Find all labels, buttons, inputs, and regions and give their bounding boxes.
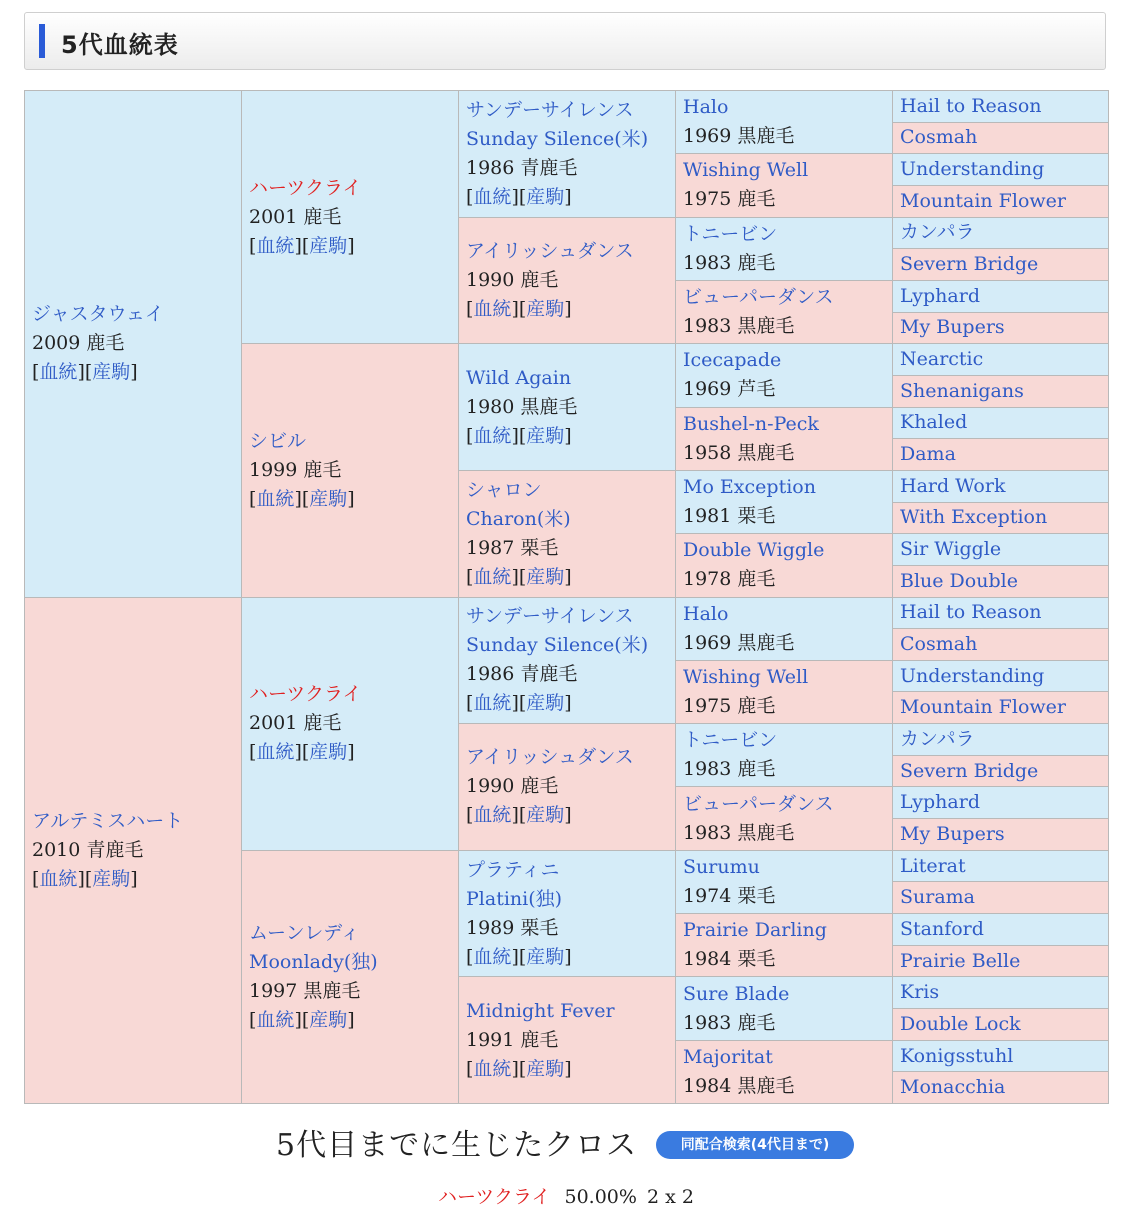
pedigree-cell-gen2 (242, 91, 459, 344)
pedigree-cell-gen5 (893, 439, 1109, 471)
horse-birth-color: 1999 鹿毛 (249, 458, 342, 481)
horse-name-link[interactable]: Mountain Flower (900, 189, 1066, 212)
pedigree-cell-gen5 (893, 280, 1109, 312)
pedigree-cell-gen5 (893, 597, 1109, 629)
pedigree-cell-gen4 (676, 407, 893, 470)
horse-birth-color: 1990 鹿毛 (466, 268, 559, 291)
pedigree-cell-gen5 (893, 882, 1109, 914)
pedigree-cell-gen4 (676, 724, 893, 787)
horse-name-link[interactable]: Shenanigans (900, 379, 1024, 402)
horse-name-link[interactable]: Wishing Well (683, 159, 809, 182)
pedigree-cell-gen4 (676, 217, 893, 280)
offspring-link[interactable]: 産駒 (309, 1008, 348, 1031)
pedigree-cell-gen1 (25, 597, 242, 1104)
horse-name-link[interactable]: Double Lock (900, 1012, 1021, 1035)
horse-name-link[interactable]: Prairie Belle (900, 949, 1021, 972)
pedigree-links: [血統][産駒] (32, 361, 138, 384)
header-accent-bar (39, 24, 45, 58)
pedigree-cell-gen4 (676, 914, 893, 977)
pedigree-cell-gen5 (893, 249, 1109, 281)
pedigree-cell-gen4 (676, 660, 893, 723)
horse-name-link[interactable]: Nearctic (900, 348, 984, 371)
horse-birth-color: 2001 鹿毛 (249, 712, 342, 735)
horse-birth-color: 2010 青鹿毛 (32, 838, 144, 861)
pedigree-cell-gen5 (893, 755, 1109, 787)
horse-name-link[interactable]: トニービン (683, 222, 778, 245)
pedigree-cell-gen5 (893, 565, 1109, 597)
pedigree-cell-gen4 (676, 91, 893, 154)
horse-birth-color: 2009 鹿毛 (32, 332, 125, 355)
horse-name-link[interactable]: Severn Bridge (900, 253, 1039, 276)
offspring-link[interactable]: 産駒 (526, 692, 565, 715)
horse-name-link[interactable]: サンデーサイレンス (466, 98, 634, 121)
horse-name-link[interactable]: トニービン (683, 729, 778, 752)
horse-name-link[interactable]: Halo (683, 602, 729, 625)
offspring-link[interactable]: 産駒 (92, 867, 131, 890)
cross-percent: 50.00% (564, 1186, 637, 1208)
pedigree-links: [血統][産駒] (249, 741, 355, 764)
horse-name-link[interactable]: Halo (683, 96, 729, 119)
pedigree-cell-gen4 (676, 534, 893, 597)
horse-name-link[interactable]: Lyphard (900, 791, 980, 814)
pedigree-cell-gen5 (893, 977, 1109, 1009)
horse-name-link[interactable]: Sure Blade (683, 982, 790, 1005)
horse-name-link[interactable]: シャロン (466, 478, 542, 501)
pedigree-cell-gen5 (893, 1072, 1109, 1104)
pedigree-cell-gen3 (459, 724, 676, 851)
horse-name-link[interactable]: Hard Work (900, 474, 1006, 497)
offspring-link[interactable]: 産駒 (526, 1057, 565, 1080)
horse-name-link[interactable]: Majoritat (683, 1045, 773, 1068)
pedigree-cell-gen4 (676, 344, 893, 407)
horse-name-link[interactable]: Prairie Darling (683, 919, 827, 942)
pedigree-cell-gen3 (459, 977, 676, 1104)
horse-name-link[interactable]: Hail to Reason (900, 94, 1042, 117)
pedigree-cell-gen3 (459, 850, 676, 977)
pedigree-cell-gen2 (242, 850, 459, 1103)
pedigree-cell-gen5 (893, 375, 1109, 407)
horse-name-link[interactable]: アイリッシュダンス (466, 239, 634, 262)
offspring-link[interactable]: 産駒 (309, 487, 348, 510)
pedigree-cell-gen5 (893, 122, 1109, 154)
pedigree-cell-gen5 (893, 819, 1109, 851)
horse-name-link[interactable]: カンパラ (900, 727, 975, 750)
horse-name-link[interactable]: With Exception (900, 506, 1048, 529)
pedigree-link[interactable]: 血統 (473, 185, 512, 208)
horse-name-link[interactable]: アルテミスハート (32, 809, 184, 832)
horse-birth-color: 1975 鹿毛 (683, 188, 776, 211)
pedigree-cell-gen5 (893, 534, 1109, 566)
pedigree-link[interactable]: 血統 (39, 867, 78, 890)
horse-name-link[interactable]: Blue Double (900, 569, 1018, 592)
pedigree-cell-gen5 (893, 407, 1109, 439)
pedigree-link[interactable]: 血統 (256, 1008, 295, 1031)
pedigree-cell-gen1 (25, 91, 242, 598)
horse-birth-color: 1975 鹿毛 (683, 694, 776, 717)
horse-name-link[interactable]: プラティニ (466, 858, 560, 881)
horse-name-link[interactable]: アイリッシュダンス (466, 746, 634, 769)
pedigree-cell-gen4 (676, 850, 893, 913)
horse-name-link[interactable]: My Bupers (900, 822, 1005, 845)
pedigree-cell-gen5 (893, 660, 1109, 692)
horse-name-link[interactable]: Double Wiggle (683, 539, 825, 562)
pedigree-link[interactable]: 血統 (39, 361, 78, 384)
pedigree-link[interactable]: 血統 (473, 804, 512, 827)
pedigree-table (24, 90, 1109, 1104)
horse-name-link[interactable]: ムーンレディ (249, 921, 360, 944)
horse-name-link[interactable]: ハーツクライ (249, 176, 362, 199)
horse-name-link[interactable]: Mo Exception (683, 476, 816, 499)
offspring-link[interactable]: 産駒 (526, 804, 565, 827)
offspring-link[interactable]: 産駒 (526, 297, 565, 320)
horse-birth-color: 1986 青鹿毛 (466, 663, 578, 686)
horse-birth-color: 1984 栗毛 (683, 948, 776, 971)
pedigree-cell-gen4 (676, 470, 893, 533)
horse-birth-color: 1978 鹿毛 (683, 568, 776, 591)
horse-birth-color: 1980 黒鹿毛 (466, 395, 578, 418)
horse-name-link[interactable]: Khaled (900, 411, 968, 434)
horse-name-link[interactable]: Mountain Flower (900, 696, 1066, 719)
horse-birth-color: 1983 鹿毛 (683, 1011, 776, 1034)
pedigree-links: [血統][産駒] (466, 1057, 572, 1080)
horse-name-english-link[interactable]: Sunday Silence(米) (466, 127, 649, 150)
horse-name-link[interactable]: Severn Bridge (900, 759, 1039, 782)
horse-birth-color: 1983 黒鹿毛 (683, 315, 795, 338)
horse-name-link[interactable]: Understanding (900, 158, 1045, 181)
horse-name-link[interactable]: ハーツクライ (249, 683, 362, 706)
horse-name-link[interactable]: Cosmah (900, 126, 978, 149)
pedigree-link[interactable]: 血統 (473, 297, 512, 320)
horse-birth-color: 1974 栗毛 (683, 884, 776, 907)
horse-birth-color: 1983 鹿毛 (683, 251, 776, 274)
pedigree-link[interactable]: 血統 (473, 945, 512, 968)
horse-name-link[interactable]: Midnight Fever (466, 999, 615, 1022)
horse-name-link[interactable]: Understanding (900, 664, 1045, 687)
horse-name-link[interactable]: Sir Wiggle (900, 538, 1002, 561)
offspring-link[interactable]: 産駒 (309, 234, 348, 257)
horse-name-link[interactable]: Konigsstuhl (900, 1044, 1014, 1067)
horse-name-link[interactable]: ビューパーダンス (683, 286, 834, 309)
pedigree-cell-gen5 (893, 945, 1109, 977)
pedigree-links: [血統][産駒] (466, 185, 572, 208)
horse-name-link[interactable]: Dama (900, 443, 956, 466)
pedigree-links: [血統][産駒] (249, 1008, 355, 1031)
horse-name-link[interactable]: Monacchia (900, 1076, 1006, 1099)
horse-name-english-link[interactable]: Sunday Silence(米) (466, 634, 649, 657)
pedigree-cell-gen5 (893, 787, 1109, 819)
offspring-link[interactable]: 産駒 (526, 565, 565, 588)
offspring-link[interactable]: 産駒 (309, 741, 348, 764)
horse-name-link[interactable]: Wishing Well (683, 665, 809, 688)
horse-birth-color: 1958 黒鹿毛 (683, 441, 795, 464)
pedigree-cell-gen5 (893, 692, 1109, 724)
pedigree-links: [血統][産駒] (249, 487, 355, 510)
pedigree-links: [血統][産駒] (466, 565, 572, 588)
horse-birth-color: 1990 鹿毛 (466, 775, 559, 798)
horse-name-link[interactable]: My Bupers (900, 316, 1005, 339)
horse-name-link[interactable]: カンパラ (900, 221, 975, 244)
section-header (24, 12, 1106, 70)
horse-name-link[interactable]: Stanford (900, 917, 984, 940)
horse-birth-color: 1981 栗毛 (683, 505, 776, 528)
cross-pattern: 2 x 2 (646, 1186, 694, 1208)
pedigree-link[interactable]: 血統 (473, 424, 512, 447)
pedigree-cell-gen3 (459, 597, 676, 724)
horse-name-link[interactable]: ジャスタウェイ (32, 303, 164, 326)
horse-name-english-link[interactable]: Platini(独) (466, 887, 563, 910)
horse-birth-color: 1983 鹿毛 (683, 758, 776, 781)
pedigree-cell-gen5 (893, 470, 1109, 502)
pedigree-link[interactable]: 血統 (473, 1057, 512, 1080)
pedigree-link[interactable]: 血統 (473, 692, 512, 715)
horse-name-link[interactable]: Kris (900, 981, 940, 1004)
pedigree-cell-gen3 (459, 217, 676, 344)
pedigree-link[interactable]: 血統 (473, 565, 512, 588)
horse-birth-color: 1969 黒鹿毛 (683, 631, 795, 654)
pedigree-cell-gen3 (459, 91, 676, 218)
horse-birth-color: 1989 栗毛 (466, 916, 559, 939)
pedigree-links: [血統][産駒] (249, 234, 355, 257)
pedigree-cell-gen5 (893, 154, 1109, 186)
pedigree-links: [血統][産駒] (466, 804, 572, 827)
pedigree-cell-gen2 (242, 597, 459, 850)
cross-row (438, 1182, 694, 1209)
pedigree-link[interactable]: 血統 (256, 741, 295, 764)
horse-name-english-link[interactable]: Moonlady(独) (249, 950, 378, 973)
pedigree-cell-gen5 (893, 1009, 1109, 1041)
horse-name-link[interactable]: ビューパーダンス (683, 792, 834, 815)
horse-name-link[interactable]: サンデーサイレンス (466, 605, 634, 628)
pedigree-cell-gen4 (676, 280, 893, 343)
page-title: 5代血統表 (61, 31, 179, 59)
offspring-link[interactable]: 産駒 (526, 424, 565, 447)
pedigree-cell-gen3 (459, 470, 676, 597)
horse-birth-color: 1983 黒鹿毛 (683, 821, 795, 844)
pedigree-cell-gen4 (676, 977, 893, 1040)
cross-section-title: 5代目までに生じたクロス (276, 1128, 638, 1163)
pedigree-links: [血統][産駒] (32, 867, 138, 890)
pedigree-cell-gen5 (893, 914, 1109, 946)
pedigree-links: [血統][産駒] (466, 424, 572, 447)
pedigree-cell-gen4 (676, 1040, 893, 1103)
horse-birth-color: 1997 黒鹿毛 (249, 979, 361, 1002)
pedigree-links: [血統][産駒] (466, 297, 572, 320)
horse-birth-color: 1969 芦毛 (683, 378, 776, 401)
pedigree-cell-gen5 (893, 1040, 1109, 1072)
offspring-link[interactable]: 産駒 (92, 361, 131, 384)
pedigree-cell-gen5 (893, 312, 1109, 344)
pedigree-cell-gen2 (242, 344, 459, 597)
horse-name-link[interactable]: Literat (900, 854, 966, 877)
pedigree-cell-gen4 (676, 597, 893, 660)
offspring-link[interactable]: 産駒 (526, 945, 565, 968)
horse-birth-color: 1986 青鹿毛 (466, 156, 578, 179)
pedigree-links: [血統][産駒] (466, 692, 572, 715)
pedigree-cell-gen5 (893, 344, 1109, 376)
pedigree-cell-gen3 (459, 344, 676, 471)
pedigree-cell-gen5 (893, 850, 1109, 882)
pedigree-cell-gen5 (893, 629, 1109, 661)
pedigree-link[interactable]: 血統 (256, 487, 295, 510)
horse-name-link[interactable]: Hail to Reason (900, 601, 1042, 624)
pedigree-cell-gen4 (676, 787, 893, 850)
horse-name-link[interactable]: シビル (249, 429, 307, 452)
horse-name-english-link[interactable]: Charon(米) (466, 507, 571, 530)
horse-birth-color: 1987 栗毛 (466, 536, 559, 559)
horse-name-link[interactable]: Bushel-n-Peck (683, 412, 819, 435)
cross-horse-name[interactable]: ハーツクライ (438, 1186, 551, 1208)
horse-birth-color: 1984 黒鹿毛 (683, 1074, 795, 1097)
horse-birth-color: 1991 鹿毛 (466, 1028, 559, 1051)
pedigree-link[interactable]: 血統 (256, 234, 295, 257)
offspring-link[interactable]: 産駒 (526, 185, 565, 208)
horse-name-link[interactable]: Cosmah (900, 632, 978, 655)
horse-name-link[interactable]: Lyphard (900, 284, 980, 307)
horse-name-link[interactable]: Surama (900, 886, 976, 909)
pedigree-cell-gen5 (893, 185, 1109, 217)
horse-birth-color: 1969 黒鹿毛 (683, 125, 795, 148)
horse-name-link[interactable]: Surumu (683, 855, 760, 878)
horse-name-link[interactable]: Wild Again (466, 366, 572, 389)
horse-name-link[interactable]: Icecapade (683, 349, 782, 372)
same-mating-search-button[interactable]: 同配合検索(4代目まで) (656, 1131, 854, 1159)
pedigree-cell-gen5 (893, 724, 1109, 756)
pedigree-cell-gen5 (893, 217, 1109, 249)
pedigree-cell-gen5 (893, 91, 1109, 123)
pedigree-links: [血統][産駒] (466, 945, 572, 968)
horse-birth-color: 2001 鹿毛 (249, 205, 342, 228)
pedigree-cell-gen5 (893, 502, 1109, 534)
pedigree-cell-gen4 (676, 154, 893, 217)
